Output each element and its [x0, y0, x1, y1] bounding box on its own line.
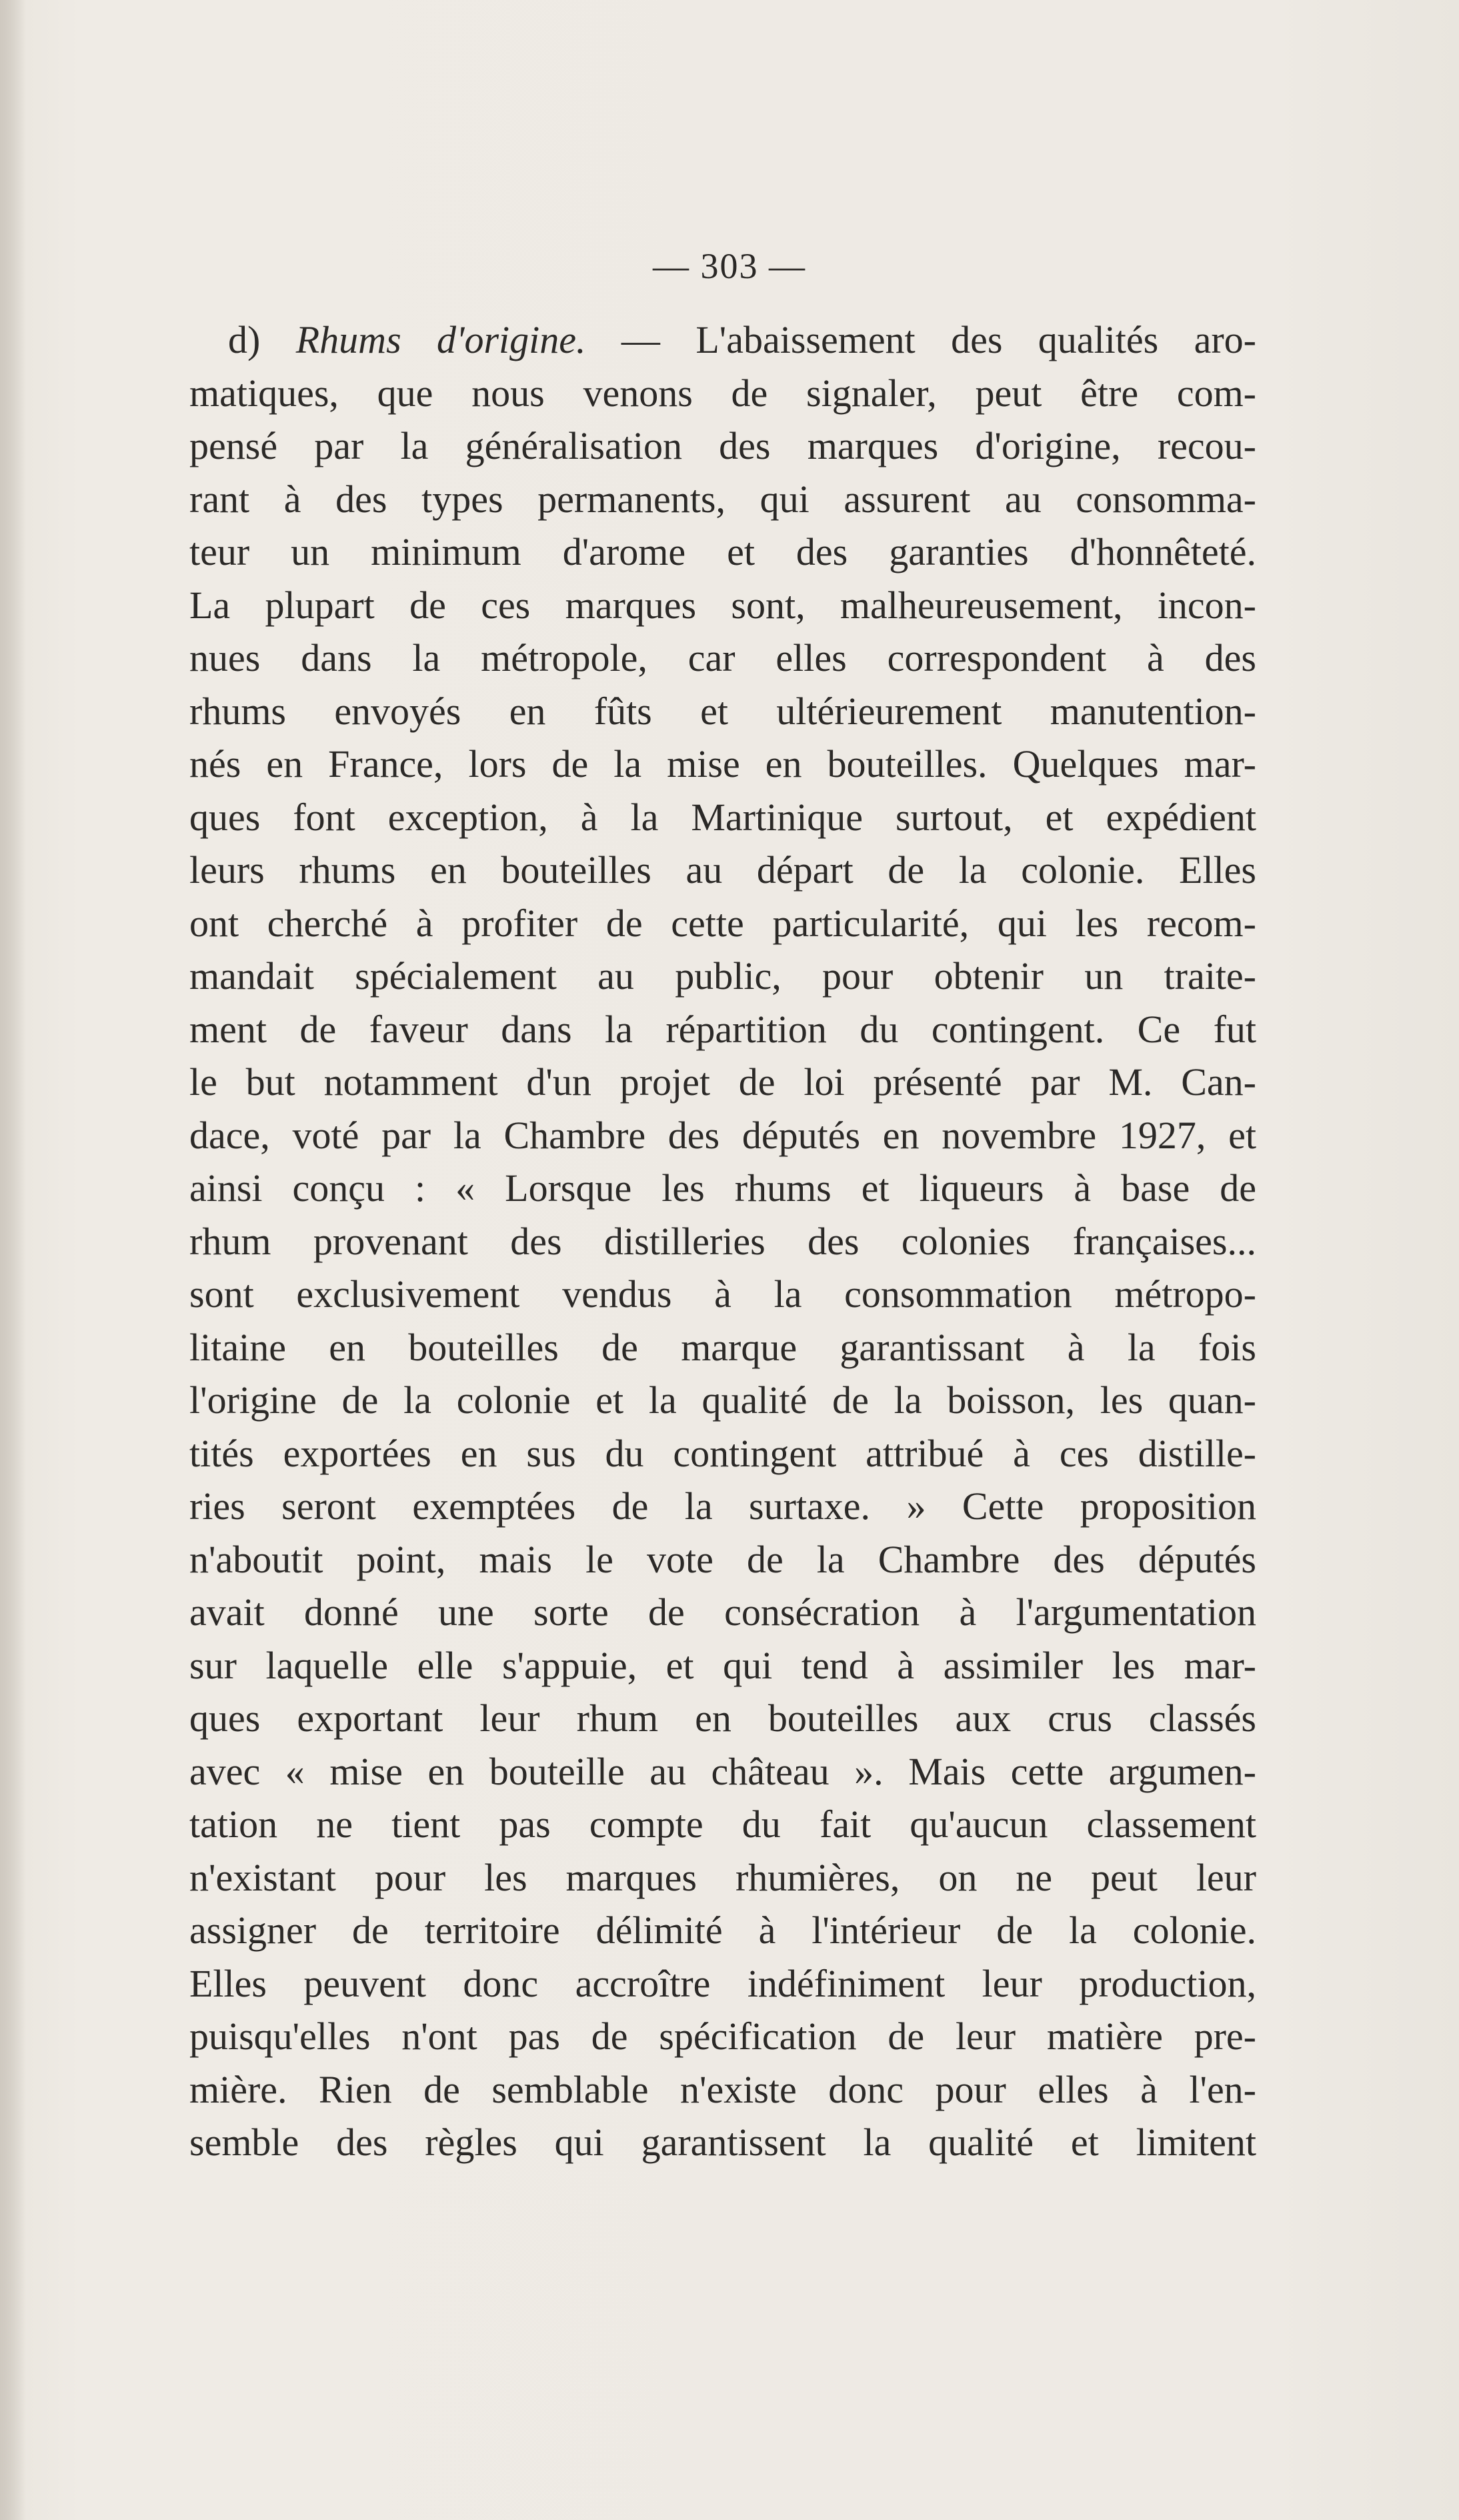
text-line: avec « mise en bouteille au château ». Mais cette argumen- — [189, 1749, 1256, 1793]
text-line: ques font exception, à la Martinique surtout, et expédient — [189, 795, 1256, 839]
text-line: tation ne tient pas compte du fait qu'aucun classement — [189, 1802, 1256, 1846]
text-line: le but notamment d'un projet de loi présenté par M. Can- — [189, 1060, 1256, 1104]
page-number: — 303 — — [653, 246, 806, 286]
gutter-shadow — [0, 0, 25, 2520]
text-line: n'aboutit point, mais le vote de la Chambre des députés — [189, 1537, 1256, 1581]
text-line: tités exportées en sus du contingent attribué à ces distille- — [189, 1431, 1256, 1475]
text-line: assigner de territoire délimité à l'intérieur de la colonie. — [189, 1909, 1256, 1952]
body-text — [189, 313, 1256, 2169]
text-line: ont cherché à profiter de cette particularité, qui les recom- — [189, 901, 1256, 945]
text-line: ainsi conçu : « Lorsque les rhums et liqueurs à base de — [189, 1166, 1256, 1210]
text-line: nues dans la métropole, car elles correspondent à des — [189, 636, 1256, 680]
section-title: Rhums d'origine. — [295, 318, 586, 361]
text-line: sont exclusivement vendus à la consommation métropo- — [189, 1272, 1256, 1316]
text-line: matiques, que nous venons de signaler, peut être com- — [189, 371, 1256, 415]
text-line: Elles peuvent donc accroître indéfiniment leur production, — [189, 1961, 1256, 2005]
text-line: sur laquelle elle s'appuie, et qui tend à assimiler les mar- — [189, 1643, 1256, 1687]
text-line: rhum provenant des distilleries des colonies françaises... — [189, 1219, 1256, 1263]
text-line: n'existant pour les marques rhumières, on ne peut leur — [189, 1855, 1256, 1899]
text-line: semble des règles qui garantissent la qualité et limitent — [189, 2121, 1256, 2164]
text-line: l'origine de la colonie et la qualité de la boisson, les quan- — [189, 1378, 1256, 1422]
text-line: teur un minimum d'arome et des garanties d'honnêteté. — [189, 530, 1256, 573]
text-line: mière. Rien de semblable n'existe donc pour elles à l'en- — [189, 2067, 1256, 2111]
text-line: ries seront exemptées de la surtaxe. » Cette proposition — [189, 1484, 1256, 1528]
text-line: rant à des types permanents, qui assurent au consomma- — [189, 477, 1256, 521]
text-line: leurs rhums en bouteilles au départ de la colonie. Elles — [189, 848, 1256, 892]
text-line-first — [189, 313, 1256, 367]
text-line: litaine en bouteilles de marque garantissant à la fois — [189, 1325, 1256, 1369]
text-line: dace, voté par la Chambre des députés en novembre 1927, et — [189, 1113, 1256, 1157]
text-line: nés en France, lors de la mise en bouteilles. Quelques mar- — [189, 742, 1256, 786]
text-line: pensé par la généralisation des marques d'origine, recou- — [189, 424, 1256, 467]
text-line: avait donné une sorte de consécration à l'argumentation — [189, 1590, 1256, 1634]
text-line: rhums envoyés en fûts et ultérieurement manutention- — [189, 689, 1256, 733]
text-line: mandait spécialement au public, pour obtenir un traite- — [189, 954, 1256, 998]
text-line: ment de faveur dans la répartition du contingent. Ce fut — [189, 1007, 1256, 1051]
text-line: puisqu'elles n'ont pas de spécification de leur matière pre- — [189, 2015, 1256, 2058]
section-label: d) — [228, 318, 261, 361]
text-line: — L'abaissement des qualités aro- — [621, 318, 1256, 361]
text-line: La plupart de ces marques sont, malheureusement, incon- — [189, 583, 1256, 627]
text-line: ques exportant leur rhum en bouteilles aux crus classés — [189, 1696, 1256, 1740]
